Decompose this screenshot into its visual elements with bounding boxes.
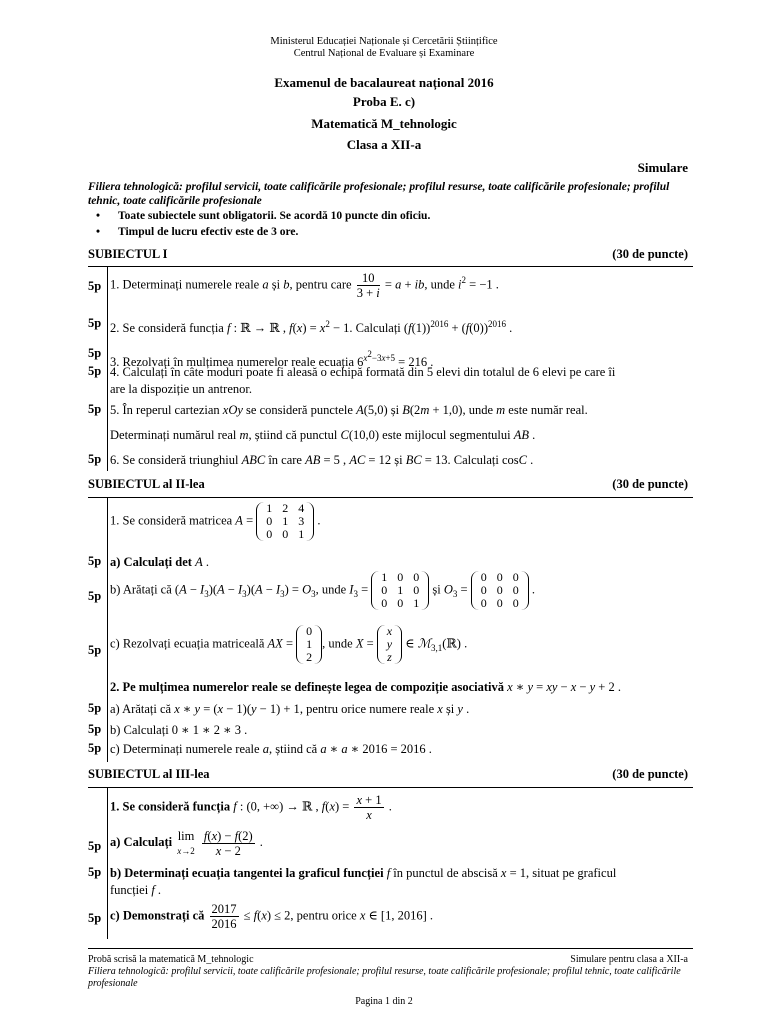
problem-3-1c: c) Demonstrați că $\frac{2017}{2016}$ ≤ f(x) ≤ 2, pentru orice x ∈ [1, 2016] .	[110, 902, 433, 931]
score-label: 5p	[88, 316, 102, 330]
filiera-note: Filiera tehnologică: profilul servicii, toate calificările profesionale; profilul resurse, toate calificările profesionale; profilul tehnic, toate calificările profesionale	[88, 181, 670, 207]
problem-1-5: 5. În reperul cartezian xOy se consideră punctele A(5,0) și B(2m + 1,0), unde m este număr real.	[110, 403, 588, 417]
problem-1-6: 6. Se consideră triunghiul ABC în care AB = 5 , AC = 12 și BC = 13. Calculați cosC .	[110, 453, 534, 467]
score-label: 5p	[88, 554, 102, 568]
footer-divider	[88, 948, 693, 949]
section-heading: SUBIECTUL al III-lea (30 de puncte)	[88, 767, 688, 781]
score-column-rule	[107, 497, 108, 762]
exam-title: Examenul de bacalaureat național 2016	[274, 75, 494, 90]
problem-2-1a: a) Calculați det A .	[110, 555, 209, 569]
score-column-rule	[107, 787, 108, 939]
problem-3-1: 1. Se consideră funcția f : (0, +∞) → ℝ , f(x) = $\frac{x + 1}{x}$ .	[110, 793, 392, 822]
bullet-item: • Timpul de lucru efectiv este de 3 ore.	[96, 226, 299, 238]
score-label: 5p	[88, 701, 102, 715]
ministry-header: Ministerul Educației Naționale și Cercetării Științifice	[270, 36, 498, 47]
divider	[88, 266, 693, 267]
problem-3-1b: b) Determinați ecuația tangentei la graficul funcției f în punctul de abscisă x = 1, situat pe graficul funcției f .	[110, 866, 617, 897]
problem-1-4: 4. Calculați în câte moduri poate fi aleasă o echipă formată din 5 elevi din totalul de 6 elevi pe care îi are la dispoziție un antrenor.	[110, 365, 616, 396]
divider	[88, 787, 693, 788]
problem-2-1b: b) Arătați că $(A - I_3)(A - I_3)(A - I_3) = O_3$, unde $I_3$ = 1 0 0 0 1 0 0 0 1 și $O_3$ = 0 0 0 0 0 0 0 0 0 .	[110, 570, 535, 610]
bullet-item: • Toate subiectele sunt obligatorii. Se acordă 10 puncte din oficiu.	[96, 210, 431, 222]
problem-2-1: 1. Se consideră matricea A = 1 2 4 0 1 3 0 0 1 .	[110, 501, 321, 541]
score-label: 5p	[88, 589, 102, 603]
divider	[88, 497, 693, 498]
score-label: 5p	[88, 346, 102, 360]
score-label: 5p	[88, 402, 102, 416]
problem-1-1: 1. Determinați numerele reale a și b, pentru care $\frac{10}{3 + i}$ = a + ib, unde $i^2 = -1$ .	[110, 271, 499, 300]
score-label: 5p	[88, 279, 102, 293]
problem-2-2: 2. Pe mulțimea numerelor reale se definește legea de compoziție asociativă x ∗ y = xy − x − y + 2 .	[110, 680, 621, 694]
subject-title: Matematică M_tehnologic	[311, 116, 457, 131]
score-label: 5p	[88, 643, 102, 657]
score-label: 5p	[88, 865, 102, 879]
problem-2-1c: c) Rezolvați ecuația matriceală AX = 0 1 2 , unde X = x y z ∈ ℳ$_{3,1}$(ℝ) .	[110, 624, 468, 664]
problem-2-2b: b) Calculați 0 ∗ 1 ∗ 2 ∗ 3 .	[110, 723, 248, 737]
score-label: 5p	[88, 911, 102, 925]
section-heading: SUBIECTUL al II-lea (30 de puncte)	[88, 477, 688, 491]
problem-1-2: 2. Se consideră funcția f : ℝ → ℝ , $f(x) = x^2 - 1$. Calculați $(f(1))^{2016} + (f(0))^{2016}$ .	[110, 319, 513, 336]
problem-1-3: 3. Rezolvați în mulțimea numerelor reale ecuația $6^{x^2-3x+5} = 216$ .	[110, 349, 434, 370]
score-label: 5p	[88, 741, 102, 755]
simulare-label: Simulare	[637, 160, 688, 175]
score-label: 5p	[88, 722, 102, 736]
score-label: 5p	[88, 452, 102, 466]
page-number: Pagina 1 din 2	[355, 996, 413, 1007]
problem-1-5-cont: Determinați numărul real m, știind că punctul C(10,0) este mijlocul segmentului AB .	[110, 428, 536, 442]
score-label: 5p	[88, 839, 102, 853]
proba-title: Proba E. c)	[352, 94, 416, 109]
class-title: Clasa a XII-a	[346, 137, 422, 152]
footer-line: Probă scrisă la matematică M_tehnologic Simulare pentru clasa a XII-a	[88, 954, 688, 965]
score-column-rule	[107, 266, 108, 471]
problem-2-2c: c) Determinați numerele reale a, știind că a ∗ a ∗ 2016 = 2016 .	[110, 742, 432, 756]
problem-3-1a: a) Calculați lim x→2 $\frac{f(x) - f(2)}{x - 2}$ .	[110, 828, 263, 858]
problem-2-2a: a) Arătați că x ∗ y = (x − 1)(y − 1) + 1, pentru orice numere reale x și y .	[110, 702, 470, 716]
footer-filiera: Filiera tehnologică: profilul servicii, toate calificările profesionale; profilul resurse, toate calificările profesionale; profilul tehnic, toate calificările profesionale	[88, 966, 681, 989]
section-heading: SUBIECTUL I (30 de puncte)	[88, 247, 688, 261]
center-header: Centrul Național de Evaluare și Examinare	[293, 48, 475, 59]
score-label: 5p	[88, 364, 102, 378]
